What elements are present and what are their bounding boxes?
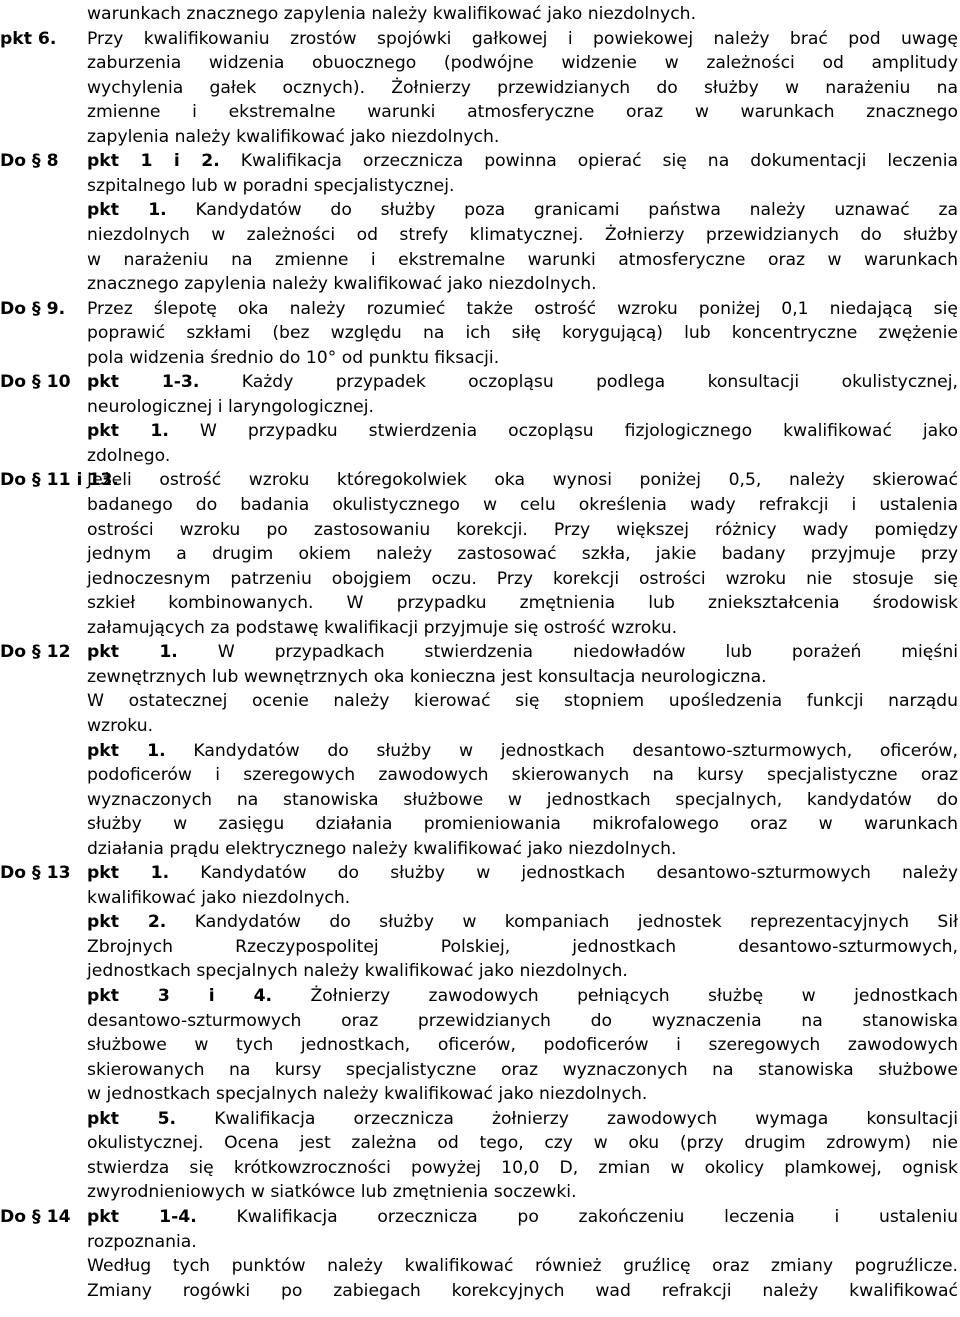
text-line: [0, 640, 960, 664]
section-label: Do § 12: [0, 642, 71, 663]
line-body: Każdy przypadek oczopląsu podlega konsultacji okulistycznej,: [241, 372, 958, 393]
section-label: Do § 13: [0, 863, 71, 884]
text-line: [0, 370, 960, 394]
text-line: [0, 984, 960, 1008]
line-body: W przypadku stwierdzenia oczopląsu fizjologicznego kwalifikować jako: [199, 421, 959, 442]
text-line: [0, 1058, 960, 1082]
line-body: okulistycznej. Ocena jest zależna od tego, czy w oku (przy drugim zdrowym) nie: [87, 1133, 958, 1154]
point-label: pkt 1-3.: [87, 372, 200, 393]
line-text: [87, 591, 958, 615]
text-line: [0, 1082, 960, 1106]
line-text: [87, 149, 958, 173]
line-text: [87, 1009, 958, 1033]
line-text: [87, 518, 958, 542]
text-line: [0, 1254, 960, 1278]
text-line: [0, 1279, 960, 1303]
section-label: Do § 11 i 13.: [0, 470, 119, 491]
line-body: Według tych punktów należy kwalifikować również gruźlicę oraz zmiany pogruźlicze.: [87, 1256, 958, 1277]
line-text: [87, 1082, 958, 1106]
point-label: pkt 1.: [87, 421, 169, 442]
line-body: zdolnego.: [87, 445, 171, 466]
line-text: [87, 51, 958, 75]
line-text: [87, 1230, 958, 1254]
text-line: [0, 837, 960, 861]
text-line: [0, 935, 960, 959]
text-line: [0, 1009, 960, 1033]
text-line: [0, 1156, 960, 1180]
text-line: [0, 788, 960, 812]
point-label: pkt 1.: [87, 642, 178, 663]
line-body: w narażeniu na zmienne i ekstremalne warunki atmosferyczne oraz w warunkach: [87, 249, 958, 270]
line-body: Kandydatów do służby w jednostkach desantowo-szturmowych należy: [200, 863, 958, 884]
line-text: [87, 837, 958, 861]
text-line: [0, 149, 960, 173]
line-body: skierowanych na kursy specjalistyczne oraz wyznaczonych na stanowiska służbowe: [87, 1059, 958, 1080]
line-text: [87, 493, 958, 517]
point-label: pkt 1 i 2.: [87, 151, 220, 172]
text-line: [0, 518, 960, 542]
line-text: [87, 1033, 958, 1057]
line-text: [87, 223, 958, 247]
text-line: [0, 248, 960, 272]
line-text: [87, 714, 958, 738]
line-body: pola widzenia średnio do 10° od punktu fiksacji.: [87, 347, 500, 368]
line-text: [87, 1254, 958, 1278]
text-line: [0, 763, 960, 787]
line-text: [87, 763, 958, 787]
line-body: załamujących za podstawę kwalifikacji przyjmuje się ostrość wzroku.: [87, 617, 678, 638]
text-line: [0, 910, 960, 934]
line-text: [87, 100, 958, 124]
line-text: [87, 468, 958, 492]
line-body: działania prądu elektrycznego należy kwalifikować jako niezdolnych.: [87, 838, 677, 859]
line-text: [87, 861, 958, 885]
line-body: W ostatecznej ocenie należy kierować się stopniem upośledzenia funkcji narządu: [87, 691, 958, 712]
line-text: [87, 812, 958, 836]
point-label: pkt 2.: [87, 912, 167, 933]
line-body: badanego do badania okulistycznego w celu określenia wady refrakcji i ustalenia: [87, 495, 958, 515]
line-text: [87, 198, 958, 222]
line-body: jednym a drugim okiem należy zastosować szkła, jakie badany przyjmuje przy: [87, 544, 958, 565]
line-text: [87, 616, 958, 640]
line-text: [87, 444, 958, 468]
line-text: [87, 910, 958, 934]
line-text: [87, 1180, 958, 1204]
section-label: pkt 6.: [0, 28, 57, 49]
line-text: [87, 370, 958, 394]
text-line: [0, 346, 960, 370]
line-body: ostrości wzroku po zastosowaniu korekcji. Przy większej różnicy wady pomiędzy: [87, 519, 958, 540]
line-text: [87, 739, 958, 763]
line-text: [87, 788, 958, 812]
line-body: zewnętrznych lub wewnętrznych oka konieczna jest konsultacja neurologiczna.: [87, 666, 767, 687]
text-line: [0, 395, 960, 419]
line-text: [87, 297, 958, 321]
text-line: [0, 812, 960, 836]
line-text: [87, 1279, 958, 1303]
line-body: szkieł kombinowanych. W przypadku zmętnienia lub zniekształcenia środowisk: [87, 593, 958, 614]
text-line: [0, 616, 960, 640]
text-line: [0, 1033, 960, 1057]
text-line: [0, 174, 960, 198]
text-line: [0, 739, 960, 763]
line-text: [87, 542, 958, 566]
line-body: Kwalifikacja orzecznicza po zakończeniu leczenia i ustaleniu: [236, 1206, 958, 1227]
line-body: Kandydatów do służby poza granicami państwa należy uznawać za: [195, 200, 959, 221]
line-text: [87, 125, 958, 149]
line-body: jednostkach specjalnych należy kwalifikować jako niezdolnych.: [87, 961, 628, 982]
line-body: warunkach znacznego zapylenia należy kwalifikować jako niezdolnych.: [87, 4, 697, 24]
text-line: [0, 223, 960, 247]
line-body: poprawić szkłami (bez względu na ich siłę korygującą) lub koncentryczne zwężenie: [87, 323, 958, 344]
line-body: zapylenia należy kwalifikować jako niezdolnych.: [87, 126, 500, 147]
line-body: jednoczesnym patrzeniu obojgiem oczu. Przy korekcji ostrości wzroku nie stosuje się: [87, 568, 958, 589]
line-body: wzroku.: [87, 715, 154, 736]
line-text: [87, 1156, 958, 1180]
line-text: [87, 76, 958, 100]
line-text: [87, 959, 958, 983]
text-line: [0, 468, 960, 492]
line-body: znacznego zapylenia należy kwalifikować jako niezdolnych.: [87, 274, 597, 295]
line-text: [87, 665, 958, 689]
line-body: służby w zasięgu działania promieniowania mikrofalowego oraz w warunkach: [87, 814, 958, 835]
line-body: rozpoznania.: [87, 1231, 197, 1252]
text-line: [0, 1205, 960, 1229]
section-label: Do § 8: [0, 151, 59, 172]
line-text: [87, 886, 958, 910]
section-label: Do § 10: [0, 372, 71, 393]
line-text: [87, 1205, 958, 1229]
line-body: Jeżeli ostrość wzroku któregokolwiek oka wynosi poniżej 0,5, należy skierować: [87, 470, 958, 491]
line-text: [87, 1107, 958, 1131]
line-body: Przez ślepotę oka należy rozumieć także ostrość wzroku poniżej 0,1 niedającą się: [87, 298, 958, 319]
line-body: kwalifikować jako niezdolnych.: [87, 887, 351, 908]
text-line: [0, 272, 960, 296]
line-body: zwyrodnieniowych w siatkówce lub zmętnienia soczewki.: [87, 1182, 577, 1203]
text-line: [0, 959, 960, 983]
line-text: [87, 567, 958, 591]
line-body: wyznaczonych na stanowiska służbowe w jednostkach specjalnych, kandydatów do: [87, 789, 958, 810]
text-line: [0, 1180, 960, 1204]
text-line: [0, 591, 960, 615]
line-text: [87, 272, 958, 296]
line-body: w jednostkach specjalnych należy kwalifikować jako niezdolnych.: [87, 1084, 648, 1105]
line-text: [87, 640, 958, 664]
line-text: [87, 1131, 958, 1155]
text-line: [0, 714, 960, 738]
text-line: [0, 493, 960, 517]
line-text: [87, 935, 958, 959]
line-body: niezdolnych w zależności od strefy klimatycznej. Żołnierzy przewidzianych do służby: [87, 224, 958, 245]
line-body: podoficerów i szeregowych zawodowych skierowanych na kursy specjalistyczne oraz: [87, 765, 958, 786]
text-line: [0, 297, 960, 321]
point-label: pkt 1.: [87, 863, 170, 884]
line-body: zaburzenia widzenia obuocznego (podwójne widzenie w zależności od amplitudy: [87, 53, 958, 74]
point-label: pkt 1-4.: [87, 1206, 197, 1227]
line-body: szpitalnego lub w poradni specjalistycznej.: [87, 175, 455, 196]
text-line: [0, 51, 960, 75]
text-line: [0, 689, 960, 713]
line-text: [87, 174, 958, 198]
line-body: desantowo-szturmowych oraz przewidzianych do wyznaczenia na stanowiska: [87, 1010, 958, 1031]
line-text: [87, 2, 958, 26]
line-body: Zbrojnych Rzeczypospolitej Polskiej, jednostkach desantowo-szturmowych,: [87, 936, 958, 957]
line-body: wychylenia gałek ocznych). Żołnierzy przewidzianych do służby w narażeniu na: [87, 77, 958, 98]
point-label: pkt 5.: [87, 1108, 177, 1129]
line-text: [87, 248, 958, 272]
line-body: Kwalifikacja orzecznicza powinna opierać się na dokumentacji leczenia: [240, 151, 958, 172]
text-line: [0, 444, 960, 468]
text-line: [0, 125, 960, 149]
text-line: [0, 665, 960, 689]
text-line: [0, 27, 960, 51]
line-body: służbowe w tych jednostkach, oficerów, podoficerów i szeregowych zawodowych: [87, 1035, 958, 1056]
point-label: pkt 3 i 4.: [87, 986, 273, 1006]
line-text: [87, 27, 958, 51]
text-line: [0, 567, 960, 591]
point-label: pkt 1.: [87, 740, 166, 761]
line-text: [87, 984, 958, 1008]
text-line: [0, 2, 960, 26]
section-label: Do § 14: [0, 1206, 71, 1227]
line-text: [87, 346, 958, 370]
text-line: [0, 1230, 960, 1254]
text-line: [0, 100, 960, 124]
section-label: Do § 9.: [0, 298, 66, 319]
text-line: [0, 886, 960, 910]
line-body: zmienne i ekstremalne warunki atmosferyczne oraz w warunkach znacznego: [87, 102, 958, 123]
line-text: [87, 689, 958, 713]
text-line: [0, 321, 960, 345]
line-text: [87, 395, 958, 419]
line-text: [87, 419, 958, 443]
text-line: [0, 1131, 960, 1155]
text-line: [0, 861, 960, 885]
text-line: [0, 198, 960, 222]
point-label: pkt 1.: [87, 200, 167, 221]
line-text: [87, 1058, 958, 1082]
line-text: [87, 321, 958, 345]
line-body: Kandydatów do służby w jednostkach desantowo-szturmowych, oficerów,: [193, 740, 959, 761]
text-line: [0, 419, 960, 443]
text-line: [0, 542, 960, 566]
line-body: Kandydatów do służby w kompaniach jednostek reprezentacyjnych Sił: [194, 912, 959, 933]
line-body: Żołnierzy zawodowych pełniących służbę w jednostkach: [310, 986, 958, 1006]
text-line: [0, 1107, 960, 1131]
line-body: W przypadkach stwierdzenia niedowładów lub porażeń mięśni: [217, 642, 959, 663]
text-line: [0, 76, 960, 100]
line-body: Przy kwalifikowaniu zrostów spojówki gałkowej i powiekowej należy brać pod uwagę: [87, 28, 958, 49]
line-body: neurologicznej i laryngologicznej.: [87, 396, 374, 417]
line-body: stwierdza się krótkowzroczności powyżej 10,0 D, zmian w okolicy plamkowej, ognisk: [87, 1157, 958, 1178]
line-body: Kwalifikacja orzecznicza żołnierzy zawodowych wymaga konsultacji: [214, 1108, 959, 1129]
line-body: Zmiany rogówki po zabiegach korekcyjnych wad refrakcji należy kwalifikować: [87, 1280, 958, 1301]
